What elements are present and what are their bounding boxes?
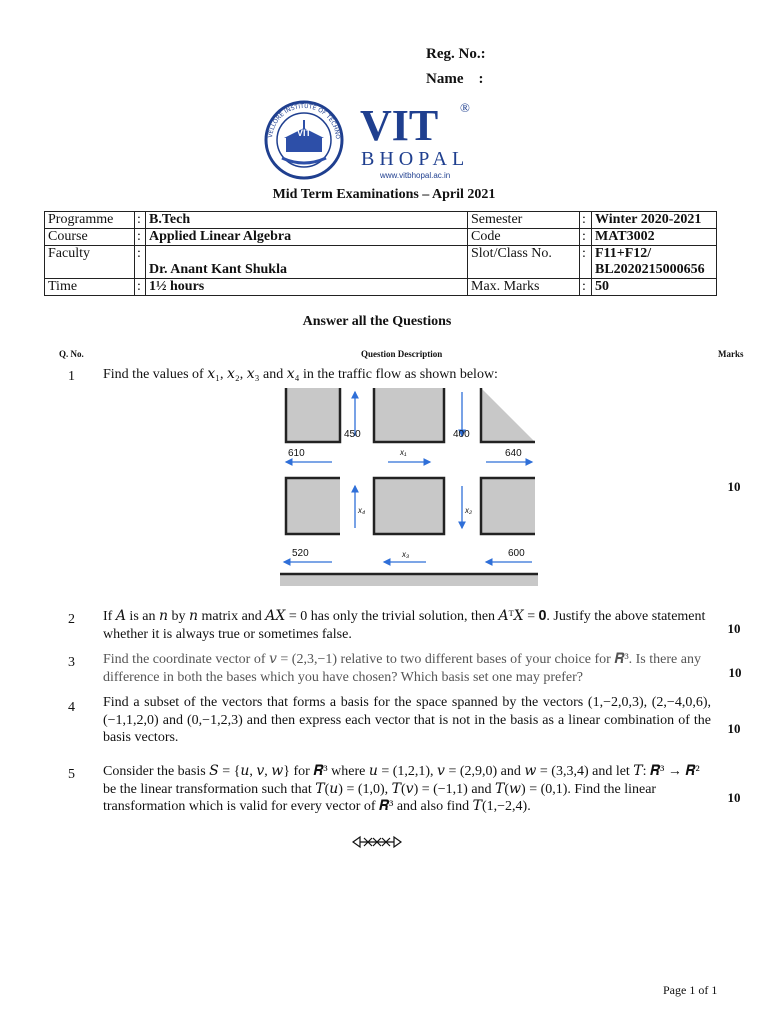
exam-title: Mid Term Examinations – April 2021 xyxy=(272,187,496,202)
seal-ring-text: VELLORE INSTITUTE OF TECHNO xyxy=(267,102,342,140)
label-640: 640 xyxy=(505,448,522,459)
label-x1: x₁ xyxy=(400,448,407,457)
question-3-number: 3 xyxy=(68,655,75,670)
semester-label: Semester xyxy=(468,212,580,229)
block-top-left xyxy=(286,388,340,442)
slot-label: Slot/Class No. xyxy=(468,246,580,279)
question-5-text: Consider the basis 𝑆 = {𝑢, 𝑣, 𝑤} for 𝑹³ where 𝑢 = (1,2,1), 𝑣 = (2,9,0) and 𝑤 = (3,3,4) and let 𝑇: 𝑹³ → 𝑹² be the linear transformation such that 𝑇(𝑢) = (1,0), 𝑇(𝑣) = (−1,1) and 𝑇(𝑤) = (0,1). Find the linear transformation which is valid for every vector of 𝑹³ and also find 𝑇(1,−2,4). xyxy=(103,764,700,814)
code-label: Code xyxy=(468,229,580,246)
question-5-marks: 10 xyxy=(727,790,741,805)
max-marks-label: Max. Marks xyxy=(468,279,580,296)
max-marks-value: 50 xyxy=(592,279,717,296)
question-1-marks: 10 xyxy=(727,479,741,494)
block-top-right xyxy=(481,388,535,442)
description-header: Question Description xyxy=(361,349,443,359)
end-divider-icon xyxy=(352,835,402,849)
question-3-text: Find the coordinate vector of 𝑣 = (2,3,−1) relative to two different bases of your choice for 𝑹³. Is there any difference in both the bases which you have chosen? Which basis set one may prefer? xyxy=(103,652,701,685)
block-bottom-center xyxy=(374,478,444,534)
name-label: Name : xyxy=(426,71,484,87)
course-label: Course xyxy=(45,229,135,246)
time-value: 1½ hours xyxy=(146,279,468,296)
colon: : xyxy=(580,229,592,246)
table-row xyxy=(45,229,717,246)
question-1-text: Find the values of 𝑥₁, 𝑥₂, 𝑥₃ and 𝑥₄ in the traffic flow as shown below: xyxy=(103,367,498,382)
table-row xyxy=(45,246,717,279)
faculty-value: Dr. Anant Kant Shukla xyxy=(146,246,468,279)
logo-graphic xyxy=(262,98,484,182)
programme-value: B.Tech xyxy=(146,212,468,229)
colon: : xyxy=(580,212,592,229)
question-4-number: 4 xyxy=(68,700,75,715)
question-5-number: 5 xyxy=(68,767,75,782)
label-x4: x₄ xyxy=(358,506,366,515)
programme-label: Programme xyxy=(45,212,135,229)
semester-value: Winter 2020-2021 xyxy=(592,212,717,229)
code-value: MAT3002 xyxy=(592,229,717,246)
brand-url: www.vitbhopal.ac.in xyxy=(380,171,451,180)
slot-value xyxy=(592,246,717,279)
label-x2: x₂ xyxy=(465,506,473,515)
colon: : xyxy=(580,246,592,279)
table-row xyxy=(45,279,717,296)
question-1-number: 1 xyxy=(68,369,75,384)
question-2-marks: 10 xyxy=(727,621,741,636)
colon: : xyxy=(135,212,146,229)
brand-bhopal: BHOPAL xyxy=(361,148,470,170)
question-4-marks: 10 xyxy=(727,721,741,736)
seal-building xyxy=(286,138,322,152)
reg-no-label: Reg. No.: xyxy=(426,46,486,62)
page-number: Page 1 of 1 xyxy=(663,983,718,997)
question-2-text: If 𝐴 is an 𝑛 by 𝑛 matrix and 𝐴𝑋 = 0 has only the trivial solution, then 𝐴ᵀ𝑋 = 𝟎. Justify the above statement whether it is always true or sometimes false. xyxy=(103,609,706,642)
block-top-center xyxy=(374,388,444,442)
question-2-number: 2 xyxy=(68,612,75,627)
colon: : xyxy=(135,229,146,246)
block-bottom-right xyxy=(481,478,535,534)
slot-value-line1: F11+F12/ xyxy=(595,246,652,261)
colon: : xyxy=(580,279,592,296)
colon: : xyxy=(135,279,146,296)
slot-value-line2: BL2020215000656 xyxy=(595,262,705,277)
faculty-label: Faculty xyxy=(45,246,135,279)
label-450: 450 xyxy=(344,429,361,440)
seal-vit-text: VIT xyxy=(296,128,312,138)
label-400: 400 xyxy=(453,429,470,440)
label-610: 610 xyxy=(288,448,305,459)
vit-bhopal-logo xyxy=(262,98,484,182)
question-3-marks: 10 xyxy=(728,665,742,680)
brand-vit: VIT xyxy=(360,101,439,150)
table-row xyxy=(45,212,717,229)
label-x3: x₃ xyxy=(402,550,410,559)
marks-header: Marks xyxy=(718,349,744,359)
question-4-text: Find a subset of the vectors that forms a basis for the space spanned by the vectors (1,−2,0,3), (2,−4,0,6), (−1,1,2,0) and (0,−1,2,3) and then express each vector that is not in the basis as a linear combination of the basis vectors. xyxy=(103,695,711,745)
instructions: Answer all the Questions xyxy=(302,314,452,329)
colon: : xyxy=(135,246,146,279)
registered-mark: ® xyxy=(460,100,470,115)
qno-header: Q. No. xyxy=(59,349,84,359)
label-600: 600 xyxy=(508,548,525,559)
traffic-flow-diagram xyxy=(280,388,538,586)
block-bottom-left xyxy=(286,478,340,534)
exam-info-table xyxy=(44,211,717,296)
label-520: 520 xyxy=(292,548,309,559)
road-bottom xyxy=(280,574,538,586)
course-value: Applied Linear Algebra xyxy=(146,229,468,246)
time-label: Time xyxy=(45,279,135,296)
